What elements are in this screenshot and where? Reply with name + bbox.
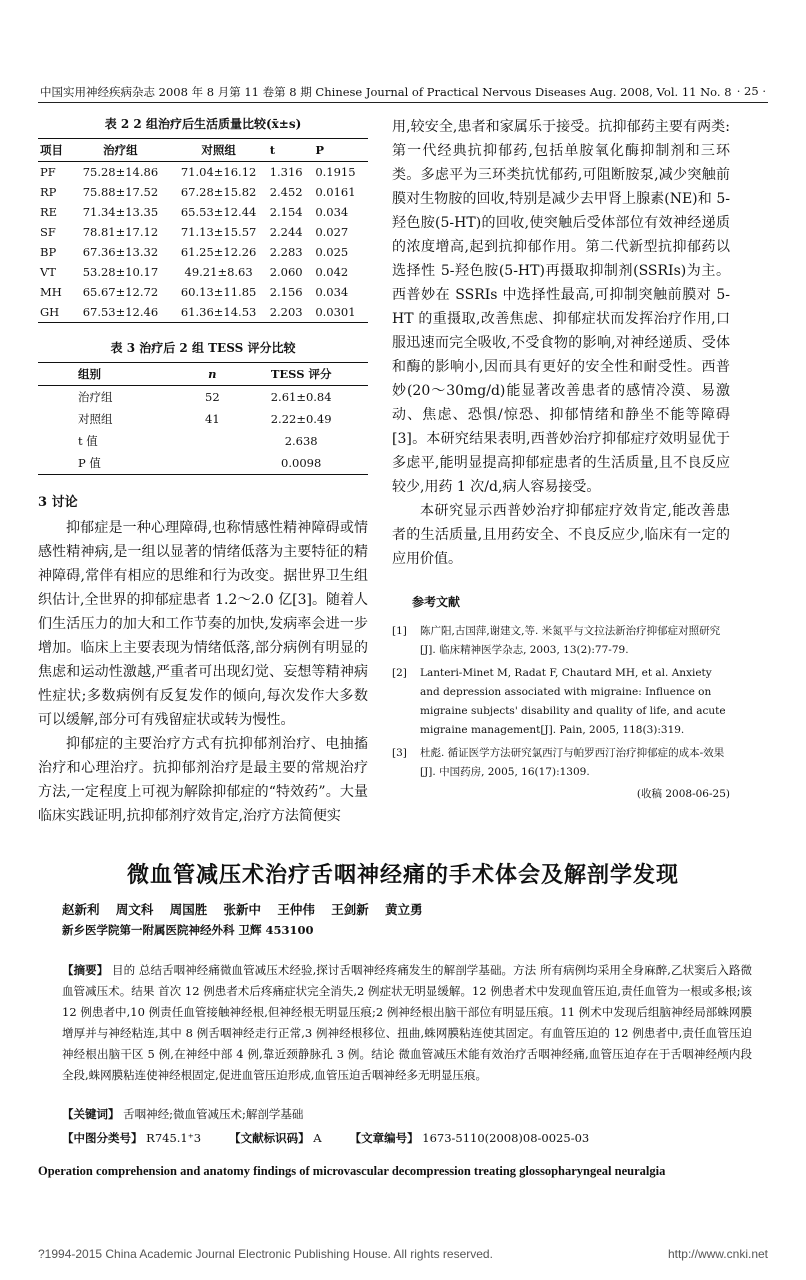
table3-row <box>38 408 368 430</box>
table2-cell: 71.13±15.57 <box>180 225 257 239</box>
table2-cell: 75.88±17.52 <box>82 185 159 199</box>
table2-caption: 表 2 2 组治疗后生活质量比较(x̄±s) <box>104 117 302 131</box>
left-column <box>38 115 368 828</box>
table3 <box>38 362 368 475</box>
table2-row <box>38 302 368 323</box>
table2-cell: SF <box>40 225 56 239</box>
table2-row <box>38 202 368 222</box>
table3-cell: 2.22±0.49 <box>270 412 332 426</box>
article-number <box>350 1130 590 1146</box>
document-code <box>229 1130 321 1146</box>
table2-cell: 0.034 <box>315 205 349 219</box>
table2-cell: 61.25±12.26 <box>180 245 257 259</box>
clc-label: 【中图分类号】 <box>62 1131 143 1145</box>
table2-cell: 2.060 <box>269 265 303 279</box>
header-page-number: · 25 · <box>736 84 766 98</box>
keywords-label: 【关键词】 <box>62 1107 120 1121</box>
table2-cell: 75.28±14.86 <box>82 165 159 179</box>
table3-cell: 41 <box>205 412 220 426</box>
table2-cell: VT <box>40 265 56 279</box>
clc-value: R745.1⁺3 <box>142 1131 202 1145</box>
received-date: (收稿 2008-06-25) <box>636 788 730 800</box>
discussion-paragraph-2: 抑郁症的主要治疗方式有抗抑郁剂治疗、电抽搐治疗和心理治疗。抗抑郁剂治疗是最主要的常规治疗方法,一定程度上可视为解除抑郁症的“特效药”。大量临床实践证明,抗抑郁剂疗效肯定,治疗方法简便实 <box>38 736 368 824</box>
table2-cell: 60.13±11.85 <box>180 285 257 299</box>
table2-cell: 78.81±17.12 <box>82 225 159 239</box>
header-rule <box>38 102 768 103</box>
table2-cell: 71.34±13.35 <box>82 205 159 219</box>
table3-row <box>38 386 368 409</box>
copyright-notice: ?1994-2015 China Academic Journal Electronic Publishing House. All rights reserved. <box>38 1247 493 1261</box>
table3-body <box>38 386 368 475</box>
discussion-paragraph-1: 抑郁症是一种心理障碍,也称情感性精神障碍或情感性精神病,是一组以显著的情绪低落为主要特征的精神障碍,常伴有相应的思维和行为改变。据世界卫生组织估计,全世界的抑郁症患者 1.2～2.0 亿[3]。随着人们生活压力的加大和工作节奏的加快,发病率会进一步增加。临床上主要表现为情绪低落,部分病例有明显的焦虑和运动性激越,严重者可出现幻觉、妄想等精神病性症状;多数病例有反复发作的倾向,每次发作大多数可以缓解,部分可有残留症状或转为慢性。 <box>38 520 368 728</box>
table2-cell: 67.53±12.46 <box>82 305 159 319</box>
article-classification <box>62 1130 752 1146</box>
references-list <box>392 622 730 782</box>
table3-cell: 0.0098 <box>281 456 322 470</box>
table2-cell: 0.1915 <box>315 165 356 179</box>
table2-cell: 2.156 <box>269 285 303 299</box>
table2-cell: RP <box>40 185 57 199</box>
table3-header-cell: TESS 评分 <box>270 367 332 381</box>
article-affiliation: 新乡医学院第一附属医院神经外科 卫辉 453100 <box>62 923 314 937</box>
discussion-paragraph-4: 本研究显示西普妙治疗抑郁症疗效肯定,能改善患者的生活质量,且用药安全、不良反应少,临床有一定的应用价值。 <box>392 503 730 567</box>
reference-text: Lanteri-Minet M, Radat F, Chautard MH, et al. Anxiety and depression associated with migraine: Influence on migraine subjects' disability and quality of life, and acute migraine management[J]. Pain, 2005, 118(3):319. <box>420 667 726 736</box>
table3-header-cell: n <box>208 367 217 381</box>
table2-cell: 2.154 <box>269 205 303 219</box>
article-keywords <box>62 1106 752 1122</box>
table2-row <box>38 182 368 202</box>
table2-cell: 49.21±8.63 <box>184 265 253 279</box>
table2-cell: BP <box>40 245 57 259</box>
table3-cell: 2.61±0.84 <box>270 390 332 404</box>
table3-cell <box>190 452 234 475</box>
table2-cell: 65.67±12.72 <box>82 285 159 299</box>
table2-cell: 0.027 <box>315 225 349 239</box>
article-abstract <box>62 960 752 1086</box>
table2-cell: 0.0161 <box>315 185 356 199</box>
table2-cell: 0.042 <box>315 265 349 279</box>
table2-cell: 2.283 <box>269 245 303 259</box>
table2-cell: 67.28±15.82 <box>180 185 257 199</box>
table2 <box>38 138 368 323</box>
table2-header-cell: t <box>269 143 275 157</box>
table3-cell: 治疗组 <box>78 390 113 404</box>
keywords-text: 舌咽神经;微血管减压术;解剖学基础 <box>119 1107 304 1121</box>
doc-label: 【文献标识码】 <box>229 1131 310 1145</box>
table3-row <box>38 430 368 452</box>
table2-cell: PF <box>40 165 56 179</box>
reference-text: 陈广阳,古国萍,谢建文,等. 米氮平与文拉法新治疗抑郁症对照研究[J]. 临床精神医学杂志, 2003, 13(2):77-79. <box>420 625 721 656</box>
reference-number: [1] <box>392 625 407 637</box>
table2-cell: 2.452 <box>269 185 303 199</box>
reference-number: [2] <box>392 667 407 679</box>
table2-cell: 65.53±12.44 <box>180 205 257 219</box>
cnki-link[interactable]: http://www.cnki.net <box>667 1247 768 1261</box>
table2-header-cell: P <box>315 143 324 157</box>
abstract-text: 目的 总结舌咽神经痛微血管减压术经验,探讨舌咽神经疼痛发生的解剖学基础。方法 所有病例均采用全身麻醉,乙状窦后入路微血管减压术。结果 首次 12 例患者术后疼痛症状完全消失,2 例症状无明显缓解。12 例患者术中发现血管压迫,责任血管为一根或多根;该 12 例患者中,10 例责任血管接触神经根,但神经根无明显压痕;2 例神经根出脑干部位有明显压痕。11 例术中发现后组脑神经局部蛛网膜增厚并与神经粘连,其中 8 例舌咽神经走行正常,3 例神经根移位、扭曲,蛛网膜粘连使其固定。有血管压迫的 12 例患者中,责任血管压迫神经根出脑干区 5 例,在神经中部 4 例,靠近颈静脉孔 3 例。结论 微血管减压术能有效治疗舌咽神经痛,血管压迫存在于舌咽神经颅内段全段,蛛网膜粘连使神经根固定,促进血管压迫形成,血管压迫舌咽神经多无明显压痕。 <box>62 963 752 1082</box>
header-journal: 中国实用神经疾病杂志 2008 年 8 月第 11 卷第 8 期 Chinese Journal of Practical Nervous Diseases Aug. 2008, Vol. 11 No. 8 <box>40 85 732 99</box>
table2-cell: 61.36±14.53 <box>180 305 257 319</box>
table2-header-row <box>38 139 368 162</box>
reference-number: [3] <box>392 747 407 759</box>
table2-row <box>38 242 368 262</box>
table2-cell: 0.025 <box>315 245 349 259</box>
article-title: 微血管减压术治疗舌咽神经痛的手术体会及解剖学发现 <box>126 862 679 888</box>
clc-number <box>62 1130 201 1146</box>
english-title: Operation comprehension and anatomy findings of microvascular decompression treating glossopharyngeal neuralgia <box>38 1164 666 1178</box>
table3-caption: 表 3 治疗后 2 组 TESS 评分比较 <box>110 341 296 355</box>
table3-cell <box>190 430 234 452</box>
table2-cell: 0.034 <box>315 285 349 299</box>
table2-cell: MH <box>40 285 62 299</box>
reference-text: 杜彪. 循证医学方法研究氯西汀与帕罗西汀治疗抑郁症的成本-效果[J]. 中国药房, 2005, 16(17):1309. <box>420 747 725 778</box>
doc-value: A <box>309 1131 322 1145</box>
table2-cell: 1.316 <box>269 165 303 179</box>
table2-header-cell: 对照组 <box>201 143 236 157</box>
table3-header-cell: 组别 <box>78 367 101 381</box>
table2-row <box>38 162 368 183</box>
table2-cell: 71.04±16.12 <box>180 165 257 179</box>
right-column <box>392 115 730 801</box>
table3-cell: 对照组 <box>78 412 113 426</box>
table3-cell: P 值 <box>78 456 101 470</box>
art-value: 1673-5110(2008)08-0025-03 <box>418 1131 590 1145</box>
reference-item <box>392 744 730 782</box>
table2-row <box>38 282 368 302</box>
table2-cell: RE <box>40 205 58 219</box>
table2-cell: 53.28±10.17 <box>82 265 159 279</box>
running-header <box>40 84 766 100</box>
references-heading: 参考文献 <box>412 595 461 609</box>
discussion-paragraph-3: 用,较安全,患者和家属乐于接受。抗抑郁药主要有两类:第一代经典抗抑郁药,包括单胺氧化酶抑制剂和三环类。多虑平为三环类抗忧郁药,可阻断胺泵,减少突触前膜对生物胺的回收,特别是减少去甲肾上腺素(NE)和 5-羟色胺(5-HT)的回收,使突触后受体部位有效神经递质的浓度增高,起到抗抑郁作用。第二代新型抗抑郁药以选择性 5-羟色胺(5-HT)再摄取抑制剂(SSRIs)为主。西普妙在 SSRIs 中选择性最高,可抑制突触前膜对 5-HT 的重摄取,改善焦虑、抑郁症状而发挥治疗作用,口服迅速而完全吸收,不受食物的影响,对神经递质、受体和酶的影响小,因而具有更好的安全性和耐受性。西普妙(20～30mg/d)能显著改善患者的感情冷漠、易激动、焦虑、恐惧/惊恐、抑郁情绪和静坐不能等障碍[3]。本研究结果表明,西普妙治疗抑郁症疗效明显优于多虑平,能明显提高抑郁症患者的生活质量,且不良反应较少,用药 1 次/d,病人容易接受。 <box>392 119 730 495</box>
table2-cell: 2.244 <box>269 225 303 239</box>
table3-cell: 2.638 <box>284 434 318 448</box>
table3-cell: t 值 <box>78 434 98 448</box>
reference-item <box>392 622 730 660</box>
table2-row <box>38 262 368 282</box>
table3-header-row <box>38 363 368 386</box>
table2-cell: GH <box>40 305 60 319</box>
table2-header-cell: 治疗组 <box>103 143 138 157</box>
article-authors: 赵新利 周文科 周国胜 张新中 王仲伟 王剑新 黄立勇 <box>62 902 423 917</box>
reference-item <box>392 664 730 740</box>
table2-cell: 0.0301 <box>315 305 356 319</box>
table2-row <box>38 222 368 242</box>
table2-header-cell: 项目 <box>40 143 63 157</box>
art-label: 【文章编号】 <box>349 1131 419 1145</box>
discussion-heading: 3 讨论 <box>38 495 78 510</box>
table2-cell: 67.36±13.32 <box>82 245 159 259</box>
abstract-label: 【摘要】 <box>62 963 109 977</box>
table2-body <box>38 162 368 323</box>
page-footer <box>38 1247 768 1261</box>
table3-cell: 52 <box>205 390 220 404</box>
table3-row <box>38 452 368 475</box>
table2-cell: 2.203 <box>269 305 303 319</box>
